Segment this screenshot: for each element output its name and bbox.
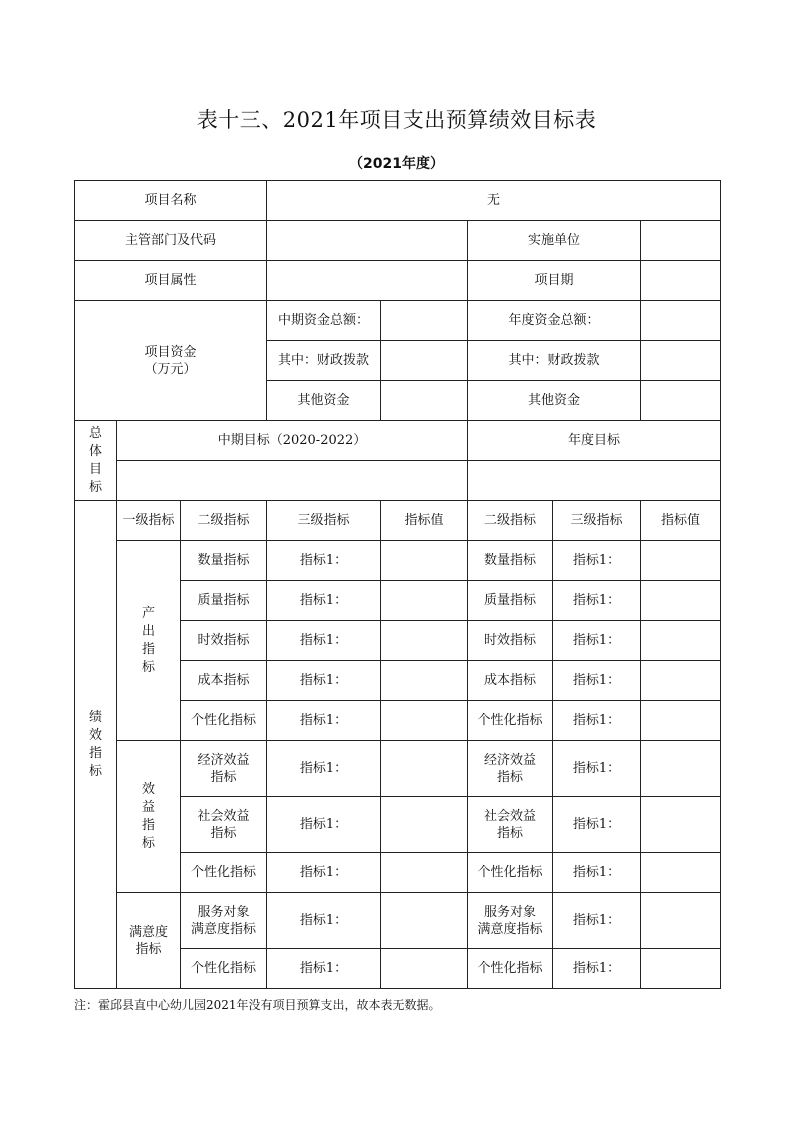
overall-target-header-row xyxy=(75,421,721,461)
mid-total-value xyxy=(381,301,468,341)
year-other-value xyxy=(641,381,721,421)
value-cell xyxy=(641,701,721,741)
mid-total-label: 中期资金总额： xyxy=(267,301,381,341)
level3-cell: 指标1： xyxy=(553,661,641,701)
level3-cell: 指标1： xyxy=(553,541,641,581)
benefit-indicator-label xyxy=(117,741,181,893)
year-fiscal-label: 其中：财政拨款 xyxy=(468,341,641,381)
level2-line2: 满意度指标 xyxy=(191,921,257,937)
level2-cell xyxy=(181,893,267,949)
attribute-value xyxy=(267,261,468,301)
output-indicator-text: 产出指标 xyxy=(141,605,155,675)
level2-cell: 个性化指标 xyxy=(181,853,267,893)
level3-cell: 指标1： xyxy=(267,621,381,661)
level2-cell: 个性化指标 xyxy=(468,701,553,741)
level2-cell: 数量指标 xyxy=(181,541,267,581)
satisfaction-label-line1: 满意度 xyxy=(128,924,168,940)
level3-header-year: 三级指标 xyxy=(553,501,641,541)
level3-cell: 指标1： xyxy=(553,853,641,893)
value-cell xyxy=(641,581,721,621)
overall-target-label xyxy=(75,421,117,501)
attribute-label: 项目属性 xyxy=(75,261,267,301)
value-cell xyxy=(641,741,721,797)
level2-cell xyxy=(181,797,267,853)
level2-line2: 指标 xyxy=(497,825,524,841)
funds-label xyxy=(75,301,267,421)
table-row xyxy=(75,741,721,797)
level3-cell: 指标1： xyxy=(267,581,381,621)
level2-line1: 服务对象 xyxy=(484,904,537,920)
year-target-content xyxy=(468,461,721,501)
level2-cell: 质量指标 xyxy=(181,581,267,621)
year-total-value xyxy=(641,301,721,341)
level3-cell: 指标1： xyxy=(267,949,381,989)
implementing-unit-value xyxy=(641,221,721,261)
budget-performance-table xyxy=(74,180,721,989)
overall-target-content-row xyxy=(75,461,721,501)
level1-header: 一级指标 xyxy=(117,501,181,541)
level2-cell: 个性化指标 xyxy=(468,949,553,989)
value-cell xyxy=(641,893,721,949)
level3-cell: 指标1： xyxy=(267,893,381,949)
implementing-unit-label: 实施单位 xyxy=(468,221,641,261)
level2-header-year: 二级指标 xyxy=(468,501,553,541)
value-cell xyxy=(381,581,468,621)
funds-label-line1: 项目资金 xyxy=(144,344,197,360)
period-label: 项目期 xyxy=(468,261,641,301)
level3-header-mid: 三级指标 xyxy=(267,501,381,541)
value-cell xyxy=(641,853,721,893)
satisfaction-label-line2: 指标 xyxy=(135,941,162,957)
attribute-row xyxy=(75,261,721,301)
level2-cell xyxy=(181,741,267,797)
level2-cell: 时效指标 xyxy=(181,621,267,661)
level2-line1: 经济效益 xyxy=(197,752,250,768)
footnote: 注：霍邱县直中心幼儿园2021年没有项目预算支出，故本表无数据。 xyxy=(74,998,441,1012)
level2-header-mid: 二级指标 xyxy=(181,501,267,541)
year-total-label: 年度资金总额： xyxy=(468,301,641,341)
value-cell xyxy=(381,661,468,701)
value-cell xyxy=(381,893,468,949)
overall-target-text: 总体目标 xyxy=(88,425,102,495)
performance-indicator-label xyxy=(75,501,117,989)
level2-cell: 个性化指标 xyxy=(181,701,267,741)
level2-line1: 社会效益 xyxy=(197,808,250,824)
level3-cell: 指标1： xyxy=(267,701,381,741)
level2-line2: 满意度指标 xyxy=(477,921,543,937)
value-cell xyxy=(381,621,468,661)
level3-cell: 指标1： xyxy=(553,701,641,741)
level3-cell: 指标1： xyxy=(553,949,641,989)
level3-cell: 指标1： xyxy=(267,541,381,581)
level2-cell xyxy=(468,797,553,853)
value-cell xyxy=(381,541,468,581)
level2-line2: 指标 xyxy=(210,825,237,841)
mid-target-header: 中期目标（2020-2022） xyxy=(117,421,468,461)
table-row xyxy=(75,893,721,949)
table-row xyxy=(75,541,721,581)
level2-line1: 经济效益 xyxy=(484,752,537,768)
value-cell xyxy=(381,701,468,741)
level2-cell: 个性化指标 xyxy=(468,853,553,893)
level3-cell: 指标1： xyxy=(553,797,641,853)
level2-cell: 时效指标 xyxy=(468,621,553,661)
level2-line2: 指标 xyxy=(210,769,237,785)
department-label: 主管部门及代码 xyxy=(75,221,267,261)
level2-cell xyxy=(468,741,553,797)
level2-line1: 社会效益 xyxy=(484,808,537,824)
level3-cell: 指标1： xyxy=(553,581,641,621)
value-cell xyxy=(381,853,468,893)
value-cell xyxy=(641,949,721,989)
level3-cell: 指标1： xyxy=(553,893,641,949)
year-fiscal-value xyxy=(641,341,721,381)
project-name-value: 无 xyxy=(267,181,721,221)
page-title: 表十三、2021年项目支出预算绩效目标表 xyxy=(196,108,597,132)
level2-cell: 成本指标 xyxy=(468,661,553,701)
level3-cell: 指标1： xyxy=(553,741,641,797)
value-cell xyxy=(641,661,721,701)
level3-cell: 指标1： xyxy=(267,661,381,701)
benefit-indicator-text: 效益指标 xyxy=(141,781,155,851)
level3-cell: 指标1： xyxy=(553,621,641,661)
project-name-label: 项目名称 xyxy=(75,181,267,221)
value-header-year: 指标值 xyxy=(641,501,721,541)
level2-cell: 成本指标 xyxy=(181,661,267,701)
mid-other-label: 其他资金 xyxy=(267,381,381,421)
year-target-header: 年度目标 xyxy=(468,421,721,461)
mid-fiscal-label: 其中：财政拨款 xyxy=(267,341,381,381)
page-subtitle: （2021年度） xyxy=(349,156,444,172)
output-indicator-label xyxy=(117,541,181,741)
mid-other-value xyxy=(381,381,468,421)
period-value xyxy=(641,261,721,301)
value-cell xyxy=(641,621,721,661)
value-cell xyxy=(381,797,468,853)
performance-indicator-text: 绩效指标 xyxy=(88,709,102,779)
value-cell xyxy=(381,949,468,989)
level3-cell: 指标1： xyxy=(267,741,381,797)
level2-cell xyxy=(468,893,553,949)
level2-line1: 服务对象 xyxy=(197,904,250,920)
value-header-mid: 指标值 xyxy=(381,501,468,541)
value-cell xyxy=(641,797,721,853)
level2-cell: 数量指标 xyxy=(468,541,553,581)
mid-target-content xyxy=(117,461,468,501)
department-value xyxy=(267,221,468,261)
value-cell xyxy=(641,541,721,581)
mid-fiscal-value xyxy=(381,341,468,381)
level2-cell: 质量指标 xyxy=(468,581,553,621)
year-other-label: 其他资金 xyxy=(468,381,641,421)
level2-line2: 指标 xyxy=(497,769,524,785)
level3-cell: 指标1： xyxy=(267,853,381,893)
funds-row-total xyxy=(75,301,721,341)
funds-label-line2: （万元） xyxy=(144,361,197,377)
project-name-row xyxy=(75,181,721,221)
satisfaction-indicator-label xyxy=(117,893,181,989)
level2-cell: 个性化指标 xyxy=(181,949,267,989)
value-cell xyxy=(381,741,468,797)
indicator-header-row xyxy=(75,501,721,541)
department-row xyxy=(75,221,721,261)
level3-cell: 指标1： xyxy=(267,797,381,853)
